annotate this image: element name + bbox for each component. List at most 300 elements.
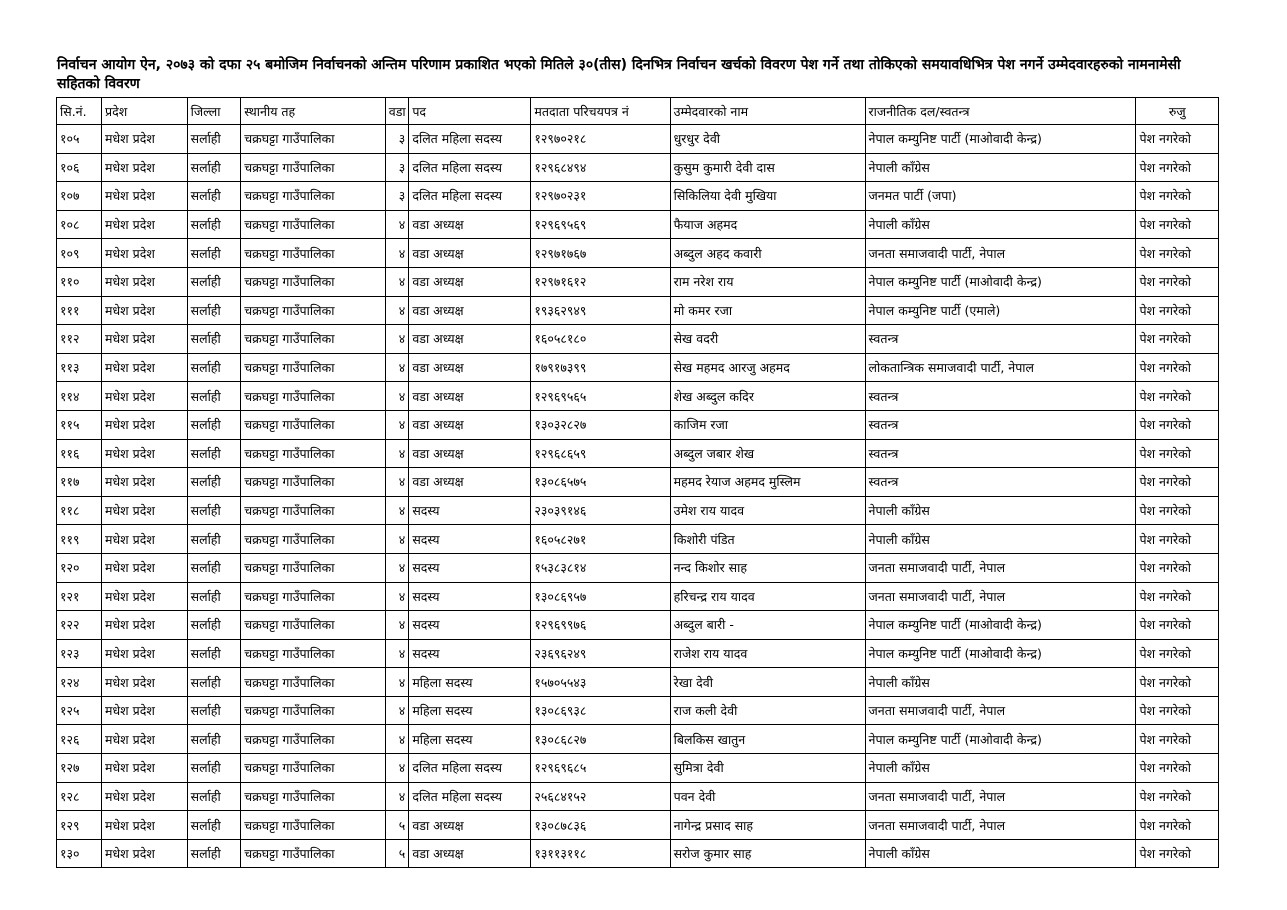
cell-district: सर्लाही [187,296,241,325]
cell-province: मधेश प्रदेश [101,210,187,239]
cell-district: सर्लाही [187,210,241,239]
cell-serial: १२५ [57,696,102,725]
cell-candidate-name: सुमित्रा देवी [670,754,865,783]
cell-ward: ४ [385,267,409,296]
cell-district: सर्लाही [187,468,241,497]
cell-serial: ११६ [57,439,102,468]
table-row [57,782,1219,811]
cell-verification: पेश नगरेको [1136,696,1219,725]
cell-district: सर्लाही [187,153,241,182]
cell-district: सर्लाही [187,839,241,868]
cell-local-level: चक्रघट्टा गाउँपालिका [241,839,386,868]
cell-post: वडा अध्यक्ष [409,410,531,439]
cell-party: स्वतन्त्र [865,468,1136,497]
cell-candidate-name: राजेश राय यादव [670,639,865,668]
cell-ward: ३ [385,125,409,154]
cell-post: वडा अध्यक्ष [409,210,531,239]
cell-voter-id: १२९६९६८५ [531,754,670,783]
cell-verification: पेश नगरेको [1136,553,1219,582]
cell-serial: १२६ [57,725,102,754]
cell-post: वडा अध्यक्ष [409,468,531,497]
cell-district: सर्लाही [187,782,241,811]
table-header-row [57,98,1219,125]
cell-verification: पेश नगरेको [1136,496,1219,525]
table-row [57,754,1219,783]
cell-local-level: चक्रघट्टा गाउँपालिका [241,611,386,640]
cell-serial: १३० [57,839,102,868]
cell-district: सर्लाही [187,611,241,640]
cell-post: वडा अध्यक्ष [409,811,531,840]
cell-province: मधेश प्रदेश [101,439,187,468]
cell-post: सदस्य [409,496,531,525]
cell-ward: ४ [385,468,409,497]
cell-ward: ३ [385,153,409,182]
cell-verification: पेश नगरेको [1136,725,1219,754]
cell-candidate-name: अब्दुल बारी - [670,611,865,640]
cell-serial: ११५ [57,410,102,439]
cell-verification: पेश नगरेको [1136,582,1219,611]
table-row [57,496,1219,525]
cell-district: सर्लाही [187,639,241,668]
cell-party: नेपाली काँग्रेस [865,668,1136,697]
cell-ward: ४ [385,353,409,382]
cell-serial: ११४ [57,382,102,411]
cell-candidate-name: काजिम रजा [670,410,865,439]
cell-local-level: चक्रघट्टा गाउँपालिका [241,210,386,239]
cell-district: सर्लाही [187,382,241,411]
cell-ward: ४ [385,382,409,411]
cell-local-level: चक्रघट्टा गाउँपालिका [241,153,386,182]
cell-local-level: चक्रघट्टा गाउँपालिका [241,496,386,525]
table-row [57,468,1219,497]
cell-candidate-name: राज कली देवी [670,696,865,725]
cell-province: मधेश प्रदेश [101,182,187,211]
cell-party: जनता समाजवादी पार्टी, नेपाल [865,553,1136,582]
cell-verification: पेश नगरेको [1136,525,1219,554]
cell-ward: ४ [385,553,409,582]
header-verification: रुजु [1136,98,1219,125]
cell-verification: पेश नगरेको [1136,468,1219,497]
cell-verification: पेश नगरेको [1136,210,1219,239]
cell-voter-id: १३०८६५७५ [531,468,670,497]
cell-ward: ४ [385,782,409,811]
cell-verification: पेश नगरेको [1136,439,1219,468]
cell-local-level: चक्रघट्टा गाउँपालिका [241,582,386,611]
cell-province: मधेश प्रदेश [101,811,187,840]
cell-post: वडा अध्यक्ष [409,239,531,268]
cell-party: नेपाली काँग्रेस [865,754,1136,783]
header-district: जिल्ला [187,98,241,125]
cell-party: जनता समाजवादी पार्टी, नेपाल [865,782,1136,811]
cell-candidate-name: मो कमर रजा [670,296,865,325]
cell-local-level: चक्रघट्टा गाउँपालिका [241,325,386,354]
cell-candidate-name: अब्दुल जबार शेख [670,439,865,468]
cell-district: सर्लाही [187,525,241,554]
table-row [57,668,1219,697]
cell-province: मधेश प्रदेश [101,839,187,868]
cell-candidate-name: शेख अब्दुल कदिर [670,382,865,411]
header-post: पद [409,98,531,125]
cell-voter-id: १९३६२९४९ [531,296,670,325]
cell-party: जनता समाजवादी पार्टी, नेपाल [865,239,1136,268]
cell-local-level: चक्रघट्टा गाउँपालिका [241,696,386,725]
table-row [57,811,1219,840]
cell-district: सर्लाही [187,725,241,754]
cell-ward: ४ [385,239,409,268]
table-row [57,525,1219,554]
cell-verification: पेश नगरेको [1136,782,1219,811]
cell-voter-id: १२९७०२१८ [531,125,670,154]
cell-voter-id: १३०८६९५७ [531,582,670,611]
cell-local-level: चक्रघट्टा गाउँपालिका [241,754,386,783]
cell-party: जनता समाजवादी पार्टी, नेपाल [865,696,1136,725]
cell-district: सर्लाही [187,125,241,154]
cell-serial: ११२ [57,325,102,354]
cell-district: सर्लाही [187,754,241,783]
cell-candidate-name: महमद रेयाज अहमद मुस्लिम [670,468,865,497]
cell-province: मधेश प्रदेश [101,325,187,354]
table-row [57,410,1219,439]
cell-serial: ११३ [57,353,102,382]
table-row [57,239,1219,268]
table-row [57,553,1219,582]
header-candidate-name: उम्मेदवारको नाम [670,98,865,125]
cell-candidate-name: राम नरेश राय [670,267,865,296]
cell-serial: १२४ [57,668,102,697]
cell-voter-id: १७९१७३९९ [531,353,670,382]
cell-voter-id: १५७०५५४३ [531,668,670,697]
cell-voter-id: १२९६८६५९ [531,439,670,468]
cell-province: मधेश प्रदेश [101,410,187,439]
cell-voter-id: २३०३९१४६ [531,496,670,525]
cell-post: दलित महिला सदस्य [409,153,531,182]
cell-local-level: चक्रघट्टा गाउँपालिका [241,439,386,468]
cell-serial: १०५ [57,125,102,154]
cell-local-level: चक्रघट्टा गाउँपालिका [241,553,386,582]
cell-candidate-name: सेख महमद आरजु अहमद [670,353,865,382]
cell-ward: ४ [385,325,409,354]
table-row [57,210,1219,239]
table-row [57,839,1219,868]
cell-district: सर्लाही [187,353,241,382]
cell-ward: ४ [385,210,409,239]
header-local-level: स्थानीय तह [241,98,386,125]
header-province: प्रदेश [101,98,187,125]
cell-province: मधेश प्रदेश [101,553,187,582]
cell-party: नेपाल कम्युनिष्ट पार्टी (माओवादी केन्द्र) [865,125,1136,154]
table-row [57,153,1219,182]
cell-party: जनता समाजवादी पार्टी, नेपाल [865,582,1136,611]
cell-district: सर्लाही [187,182,241,211]
cell-party: नेपाल कम्युनिष्ट पार्टी (माओवादी केन्द्र) [865,267,1136,296]
table-row [57,696,1219,725]
cell-party: नेपाली काँग्रेस [865,210,1136,239]
cell-post: वडा अध्यक्ष [409,267,531,296]
cell-post: सदस्य [409,553,531,582]
cell-party: जनमत पार्टी (जपा) [865,182,1136,211]
cell-ward: ४ [385,754,409,783]
cell-candidate-name: बिलकिस खातुन [670,725,865,754]
cell-candidate-name: सेख वदरी [670,325,865,354]
cell-verification: पेश नगरेको [1136,811,1219,840]
cell-verification: पेश नगरेको [1136,153,1219,182]
cell-post: सदस्य [409,525,531,554]
cell-verification: पेश नगरेको [1136,668,1219,697]
cell-voter-id: १२९७१७६७ [531,239,670,268]
cell-post: सदस्य [409,639,531,668]
cell-province: मधेश प्रदेश [101,754,187,783]
cell-serial: ११० [57,267,102,296]
cell-voter-id: १२९६९५६५ [531,382,670,411]
cell-voter-id: १२९६८४९४ [531,153,670,182]
cell-candidate-name: कुसुम कुमारी देवी दास [670,153,865,182]
cell-province: मधेश प्रदेश [101,611,187,640]
cell-verification: पेश नगरेको [1136,239,1219,268]
table-row [57,125,1219,154]
cell-verification: पेश नगरेको [1136,639,1219,668]
cell-party: स्वतन्त्र [865,410,1136,439]
cell-candidate-name: पवन देवी [670,782,865,811]
cell-candidate-name: किशोरी पंडित [670,525,865,554]
cell-post: वडा अध्यक्ष [409,353,531,382]
table-row [57,296,1219,325]
table-row [57,182,1219,211]
cell-serial: ११७ [57,468,102,497]
cell-post: महिला सदस्य [409,668,531,697]
cell-voter-id: १३११३११८ [531,839,670,868]
cell-post: दलित महिला सदस्य [409,125,531,154]
cell-candidate-name: हरिचन्द्र राय यादव [670,582,865,611]
cell-candidate-name: अब्दुल अहद कवारी [670,239,865,268]
cell-party: लोकतान्त्रिक समाजवादी पार्टी, नेपाल [865,353,1136,382]
table-row [57,439,1219,468]
cell-verification: पेश नगरेको [1136,754,1219,783]
cell-serial: १२१ [57,582,102,611]
cell-serial: १०७ [57,182,102,211]
cell-province: मधेश प्रदेश [101,725,187,754]
cell-ward: ४ [385,668,409,697]
cell-district: सर्लाही [187,696,241,725]
cell-ward: ४ [385,496,409,525]
cell-voter-id: २५६८४१५२ [531,782,670,811]
cell-voter-id: १२९६९५६९ [531,210,670,239]
cell-local-level: चक्रघट्टा गाउँपालिका [241,639,386,668]
cell-party: स्वतन्त्र [865,382,1136,411]
cell-ward: ३ [385,182,409,211]
cell-voter-id: १२९७१६१२ [531,267,670,296]
cell-ward: ४ [385,410,409,439]
cell-verification: पेश नगरेको [1136,353,1219,382]
cell-post: दलित महिला सदस्य [409,182,531,211]
cell-local-level: चक्रघट्टा गाउँपालिका [241,468,386,497]
cell-party: जनता समाजवादी पार्टी, नेपाल [865,811,1136,840]
cell-serial: १११ [57,296,102,325]
cell-verification: पेश नगरेको [1136,410,1219,439]
cell-post: वडा अध्यक्ष [409,839,531,868]
cell-serial: १२९ [57,811,102,840]
cell-post: महिला सदस्य [409,725,531,754]
cell-local-level: चक्रघट्टा गाउँपालिका [241,353,386,382]
cell-serial: १०९ [57,239,102,268]
table-row [57,267,1219,296]
table-row [57,725,1219,754]
table-body [57,125,1219,868]
cell-province: मधेश प्रदेश [101,153,187,182]
cell-province: मधेश प्रदेश [101,525,187,554]
cell-district: सर्लाही [187,668,241,697]
cell-serial: १२२ [57,611,102,640]
cell-serial: १२८ [57,782,102,811]
cell-post: वडा अध्यक्ष [409,439,531,468]
cell-verification: पेश नगरेको [1136,325,1219,354]
cell-province: मधेश प्रदेश [101,267,187,296]
cell-local-level: चक्रघट्टा गाउँपालिका [241,811,386,840]
cell-voter-id: १३०८७८३६ [531,811,670,840]
cell-province: मधेश प्रदेश [101,125,187,154]
cell-serial: १०८ [57,210,102,239]
cell-party: स्वतन्त्र [865,439,1136,468]
table-row [57,611,1219,640]
cell-province: मधेश प्रदेश [101,468,187,497]
cell-province: मधेश प्रदेश [101,639,187,668]
cell-post: दलित महिला सदस्य [409,754,531,783]
cell-district: सर्लाही [187,439,241,468]
table-row [57,582,1219,611]
cell-serial: १२७ [57,754,102,783]
cell-voter-id: २३६९६२४९ [531,639,670,668]
cell-district: सर्लाही [187,267,241,296]
cell-ward: ४ [385,525,409,554]
cell-ward: ५ [385,839,409,868]
cell-district: सर्लाही [187,410,241,439]
cell-serial: ११८ [57,496,102,525]
cell-ward: ४ [385,611,409,640]
cell-party: नेपाल कम्युनिष्ट पार्टी (माओवादी केन्द्र) [865,725,1136,754]
cell-local-level: चक्रघट्टा गाउँपालिका [241,410,386,439]
cell-province: मधेश प्रदेश [101,782,187,811]
cell-party: नेपाली काँग्रेस [865,496,1136,525]
cell-party: नेपाली काँग्रेस [865,525,1136,554]
cell-local-level: चक्रघट्टा गाउँपालिका [241,525,386,554]
cell-verification: पेश नगरेको [1136,382,1219,411]
cell-ward: ४ [385,582,409,611]
cell-voter-id: १३०८६९३८ [531,696,670,725]
cell-post: वडा अध्यक्ष [409,325,531,354]
cell-voter-id: १३०८६८२७ [531,725,670,754]
cell-local-level: चक्रघट्टा गाउँपालिका [241,382,386,411]
cell-candidate-name: नागेन्द्र प्रसाद साह [670,811,865,840]
cell-candidate-name: उमेश राय यादव [670,496,865,525]
table-row [57,639,1219,668]
cell-verification: पेश नगरेको [1136,839,1219,868]
cell-province: मधेश प्रदेश [101,696,187,725]
cell-district: सर्लाही [187,553,241,582]
document-title: निर्वाचन आयोग ऐन, २०७३ को दफा २५ बमोजिम निर्वाचनको अन्तिम परिणाम प्रकाशित भएको मितिले ३०(तीस) दिनभित्र निर्वाचन खर्चको विवरण पेश गर्ने तथा तोकिएको समयावधिभित्र पेश नगर्ने उम्मेदवारहरुको नामनामेसी सहितको विवरण [57,57,1181,92]
cell-ward: ४ [385,296,409,325]
cell-local-level: चक्रघट्टा गाउँपालिका [241,296,386,325]
cell-district: सर्लाही [187,496,241,525]
cell-province: मधेश प्रदेश [101,353,187,382]
cell-voter-id: १५३८३८१४ [531,553,670,582]
header-ward: वडा [385,98,409,125]
cell-post: महिला सदस्य [409,696,531,725]
cell-voter-id: १२९६९९७६ [531,611,670,640]
cell-party: नेपाली काँग्रेस [865,839,1136,868]
cell-verification: पेश नगरेको [1136,296,1219,325]
cell-province: मधेश प्रदेश [101,382,187,411]
cell-province: मधेश प्रदेश [101,296,187,325]
cell-verification: पेश नगरेको [1136,125,1219,154]
header-voter-id: मतदाता परिचयपत्र नं [531,98,670,125]
cell-local-level: चक्रघट्टा गाउँपालिका [241,782,386,811]
cell-candidate-name: नन्द किशोर साह [670,553,865,582]
cell-candidate-name: सरोज कुमार साह [670,839,865,868]
cell-serial: १२० [57,553,102,582]
cell-post: दलित महिला सदस्य [409,782,531,811]
cell-voter-id: १२९७०२३१ [531,182,670,211]
table-row [57,325,1219,354]
header-serial: सि.नं. [57,98,102,125]
cell-province: मधेश प्रदेश [101,239,187,268]
table-row [57,353,1219,382]
cell-local-level: चक्रघट्टा गाउँपालिका [241,668,386,697]
cell-party: नेपाल कम्युनिष्ट पार्टी (माओवादी केन्द्र) [865,639,1136,668]
cell-candidate-name: धुरधुर देवी [670,125,865,154]
cell-serial: १०६ [57,153,102,182]
cell-party: नेपाल कम्युनिष्ट पार्टी (माओवादी केन्द्र) [865,611,1136,640]
cell-party: स्वतन्त्र [865,325,1136,354]
cell-verification: पेश नगरेको [1136,267,1219,296]
cell-district: सर्लाही [187,811,241,840]
cell-serial: ११९ [57,525,102,554]
cell-verification: पेश नगरेको [1136,182,1219,211]
cell-candidate-name: रेखा देवी [670,668,865,697]
cell-verification: पेश नगरेको [1136,611,1219,640]
cell-local-level: चक्रघट्टा गाउँपालिका [241,125,386,154]
cell-local-level: चक्रघट्टा गाउँपालिका [241,239,386,268]
cell-post: सदस्य [409,611,531,640]
cell-voter-id: १३०३२८२७ [531,410,670,439]
cell-province: मधेश प्रदेश [101,582,187,611]
cell-post: वडा अध्यक्ष [409,296,531,325]
cell-voter-id: १६०५८२७१ [531,525,670,554]
cell-local-level: चक्रघट्टा गाउँपालिका [241,182,386,211]
cell-candidate-name: फैयाज अहमद [670,210,865,239]
cell-local-level: चक्रघट्टा गाउँपालिका [241,725,386,754]
cell-district: सर्लाही [187,582,241,611]
cell-local-level: चक्रघट्टा गाउँपालिका [241,267,386,296]
table-row [57,382,1219,411]
cell-voter-id: १६०५८१८० [531,325,670,354]
cell-ward: ४ [385,439,409,468]
header-party: राजनीतिक दल/स्वतन्त्र [865,98,1136,125]
cell-candidate-name: सिकिलिया देवी मुखिया [670,182,865,211]
cell-post: वडा अध्यक्ष [409,382,531,411]
cell-ward: ४ [385,639,409,668]
cell-serial: १२३ [57,639,102,668]
cell-province: मधेश प्रदेश [101,668,187,697]
cell-ward: ४ [385,725,409,754]
cell-ward: ५ [385,811,409,840]
cell-province: मधेश प्रदेश [101,496,187,525]
cell-party: नेपाल कम्युनिष्ट पार्टी (एमाले) [865,296,1136,325]
cell-ward: ४ [385,696,409,725]
cell-district: सर्लाही [187,239,241,268]
cell-party: नेपाली काँग्रेस [865,153,1136,182]
cell-post: सदस्य [409,582,531,611]
cell-district: सर्लाही [187,325,241,354]
candidates-table [56,97,1219,868]
